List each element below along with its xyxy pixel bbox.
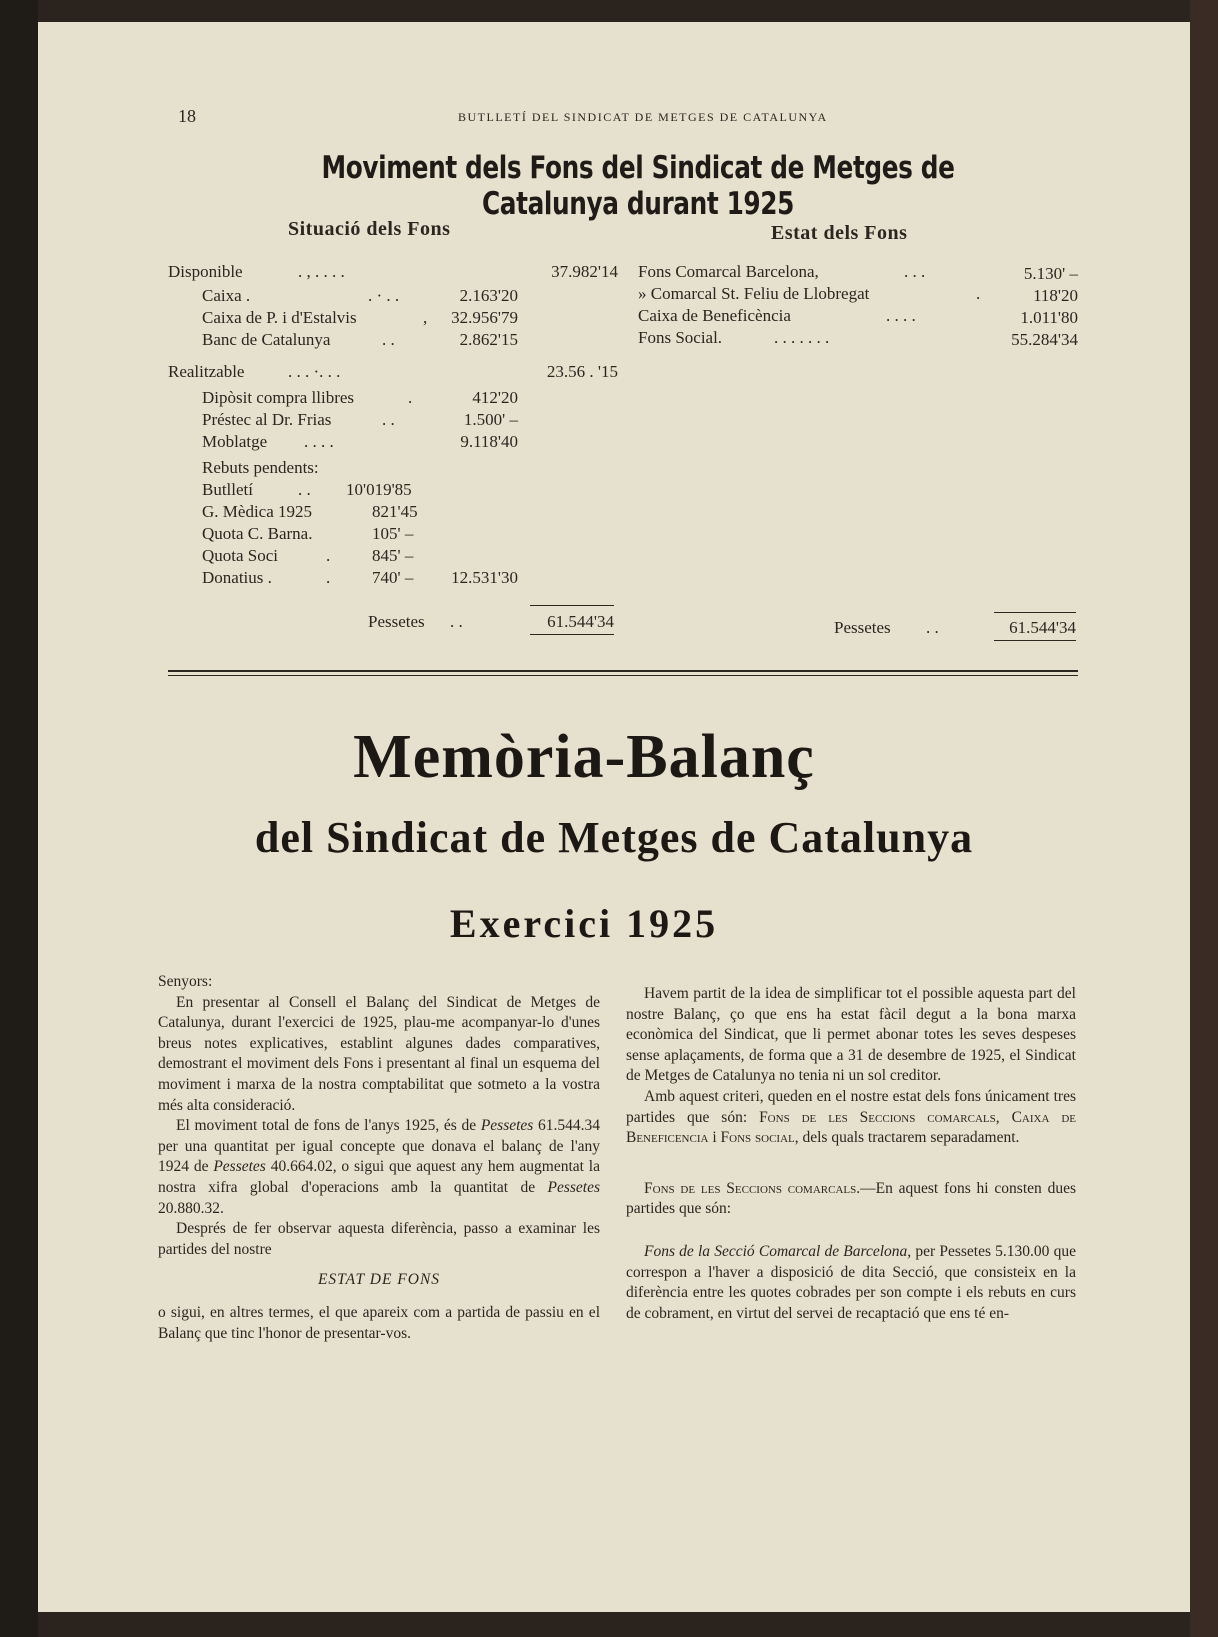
memoria-exercise: Exercici 1925: [449, 901, 719, 946]
estat-item-value: 118'20: [1033, 286, 1078, 305]
rebut-value: 821'45: [372, 502, 418, 521]
text-run: .—En aquest fons hi consten dues partides que són:: [626, 1179, 1076, 1218]
italic-run: Fons de la Secció Comarcal de Barcelona,: [644, 1242, 912, 1260]
total-rule-top: [530, 605, 614, 606]
paragraph: [626, 1242, 1076, 1324]
total-rule-top: [994, 612, 1076, 613]
disponible-item-value: 32.956'79: [451, 308, 518, 327]
page-number: 18: [178, 106, 196, 126]
text-run: i: [708, 1129, 721, 1147]
estat-item-dots: . . .: [904, 262, 926, 281]
running-title: BUTLLETÍ DEL SINDICAT DE METGES DE CATALUNYA: [458, 110, 828, 124]
rebut-value: 740' –: [372, 568, 414, 587]
text-run: El moviment total de fons de l'anys 1925, és de: [176, 1117, 481, 1135]
realitzable-total: 23.56 . '15: [546, 362, 618, 381]
pessetes-dots: . .: [450, 612, 463, 631]
rebut-value: 10'019'85: [346, 480, 412, 499]
paragraph: [626, 1087, 1076, 1149]
realitzable-dots: . . . ·. . .: [288, 362, 341, 381]
disponible-item-label: Caixa de P. i d'Estalvis: [202, 308, 357, 327]
realitzable-item-value: 412'20: [472, 388, 518, 407]
estat-item-label: Fons Comarcal Barcelona,: [638, 262, 819, 281]
realitzable-item-label: Moblatge: [202, 432, 268, 451]
disponible-label: Disponible: [168, 262, 243, 281]
separator-rule: [168, 670, 1078, 672]
rebut-label: Quota C. Barna.: [202, 524, 313, 543]
estat-item-label: Caixa de Beneficència: [638, 306, 791, 325]
rebuts-label: Rebuts pendents:: [202, 458, 319, 477]
text-run: per Pessetes 5.130.00 que correspon a l'haver a disposició de dita Secció, que consisteix en la diferència entre les quotes cobrades per son compte i els rebuts en curs de cobrament, en virtut del servei de recaptació que ens té en-: [626, 1242, 1076, 1322]
paragraph: [158, 1116, 600, 1219]
section-subheading: ESTAT DE FONS: [317, 1271, 441, 1289]
italic-run: Pessetes: [213, 1158, 266, 1176]
text-run: 20.880.32.: [158, 1199, 224, 1217]
rebut-value: 845' –: [372, 546, 414, 565]
estat-item-label: Fons Social.: [638, 328, 723, 347]
left-text-column: [158, 972, 600, 1344]
rebut-label: Donatius .: [202, 568, 272, 587]
realitzable-item-label: Préstec al Dr. Frias: [202, 410, 332, 429]
headline: Moviment dels Fons del Sindicat de Metges de Catalunya durant 1925: [321, 150, 955, 222]
realitzable-item-value: 9.118'40: [460, 432, 518, 451]
disponible-item-dots: . · . .: [368, 286, 400, 305]
disponible-total: 37.982'14: [551, 262, 618, 281]
rebut-value: 105' –: [372, 524, 414, 543]
pessetes-label: Pessetes: [834, 618, 891, 637]
estat-item-value: 55.284'34: [1011, 330, 1078, 349]
pessetes-label: Pessetes: [368, 612, 425, 631]
text-run: 40.664.02, o sigui que aquest any hem augmentat la nostra xifra global d'operacions amb la quantitat de: [158, 1158, 600, 1196]
pessetes-dots: . .: [926, 618, 939, 637]
salutation: Senyors:: [158, 973, 213, 990]
estat-item-dots: . . . .: [886, 306, 916, 325]
realitzable-item-dots: . .: [382, 410, 395, 429]
document-page: [38, 22, 1190, 1612]
smallcaps-run: Fons de les Seccions comarcals: [644, 1179, 857, 1197]
estat-item-value: 1.011'80: [1020, 308, 1078, 327]
estat-grand-total: 61.544'34: [1009, 618, 1076, 637]
separator-rule: [168, 675, 1078, 676]
estat-item-value: 5.130' –: [1023, 264, 1078, 283]
realitzable-item-dots: .: [408, 388, 413, 407]
disponible-dots: . , . . . .: [298, 262, 345, 281]
rebuts-subtotal: 12.531'30: [451, 568, 518, 587]
memoria-title: Memòria-Balanç: [353, 723, 815, 791]
text-run: , dels quals tractarem separadament.: [794, 1129, 1020, 1147]
disponible-item-dots: ,: [423, 308, 428, 327]
memoria-subtitle: del Sindicat de Metges de Catalunya: [254, 813, 974, 862]
paragraph: o sigui, en altres termes, el que apareix com a partida de passiu en el Balanç que tinc l'honor de presentar-vos.: [158, 1303, 600, 1342]
situacio-title: Situació dels Fons: [288, 218, 451, 240]
estat-item-dots: .: [976, 284, 981, 303]
text-run: Amb aquest criteri, queden en el nostre estat dels fons únicament tres partides que són:: [626, 1087, 1076, 1126]
disponible-item-value: 2.163'20: [459, 286, 518, 305]
disponible-item-label: Caixa .: [202, 286, 251, 305]
smallcaps-run: Fons de les Seccions comarcals: [759, 1108, 996, 1126]
text-run: 61.544.34 per una quantitat per igual concepte que donava el balanç de l'any 1924 de: [158, 1117, 601, 1176]
estat-item-label: » Comarcal St. Feliu de Llobregat: [638, 284, 870, 303]
realitzable-item-dots: . . . .: [304, 432, 334, 451]
rebut-dots: . .: [298, 480, 311, 499]
paragraph: Havem partit de la idea de simplificar tot el possible aquesta part del nostre Balanç, ço que ens ha estat fàcil degut a la bona marxa econòmica del Sindicat, que li permet abonar totes les seves despeses sense aplaçaments, de forma que a 31 de desembre de 1925, el Sindicat de Metges de Catalunya no tenia ni un sol creditor.: [626, 985, 1076, 1085]
situacio-grand-total: 61.544'34: [547, 612, 614, 631]
rebut-dots: .: [326, 568, 331, 587]
estat-title: Estat dels Fons: [771, 222, 908, 244]
total-rule-bottom: [530, 634, 614, 635]
realitzable-item-label: Dipòsit compra llibres: [202, 388, 355, 407]
realitzable-label: Realitzable: [168, 362, 245, 381]
smallcaps-run: Fons social: [720, 1129, 795, 1147]
paragraph: [626, 1179, 1076, 1220]
realitzable-item-value: 1.500' –: [463, 410, 518, 429]
disponible-item-value: 2.862'15: [459, 330, 518, 349]
disponible-item-label: Banc de Catalunya: [202, 330, 331, 349]
italic-run: Pessetes: [480, 1117, 534, 1135]
rebut-dots: .: [326, 546, 331, 565]
right-text-column: [626, 984, 1076, 1324]
total-rule-bottom: [994, 640, 1076, 641]
rebut-label: Quota Soci: [202, 546, 279, 565]
rebut-label: G. Mèdica 1925: [202, 502, 313, 521]
estat-item-dots: . . . . . . .: [774, 328, 830, 347]
book-spine: [1190, 0, 1218, 1637]
smallcaps-run: Caixa de Beneficencia: [626, 1108, 1076, 1147]
paragraph: En presentar al Consell el Balanç del Sindicat de Metges de Catalunya, durant l'exercici de 1925, plau-me acompanyar-lo d'unes breus notes explicatives, establint algunes dades comparatives, demostrant el moviment dels Fons i presentant al final un esquema del moviment i marxa de la nostra comptabilitat que sotmeto a la vostra més alta consideració.: [158, 993, 600, 1114]
paragraph: Després de fer observar aquesta diferència, passo a examinar les partides del nostre: [158, 1220, 600, 1258]
rebut-label: Butlletí: [202, 480, 253, 499]
italic-run: Pessetes: [547, 1178, 600, 1196]
binding-edge: [0, 0, 38, 1637]
disponible-item-dots: . .: [382, 330, 395, 349]
text-run: ,: [995, 1108, 1012, 1126]
